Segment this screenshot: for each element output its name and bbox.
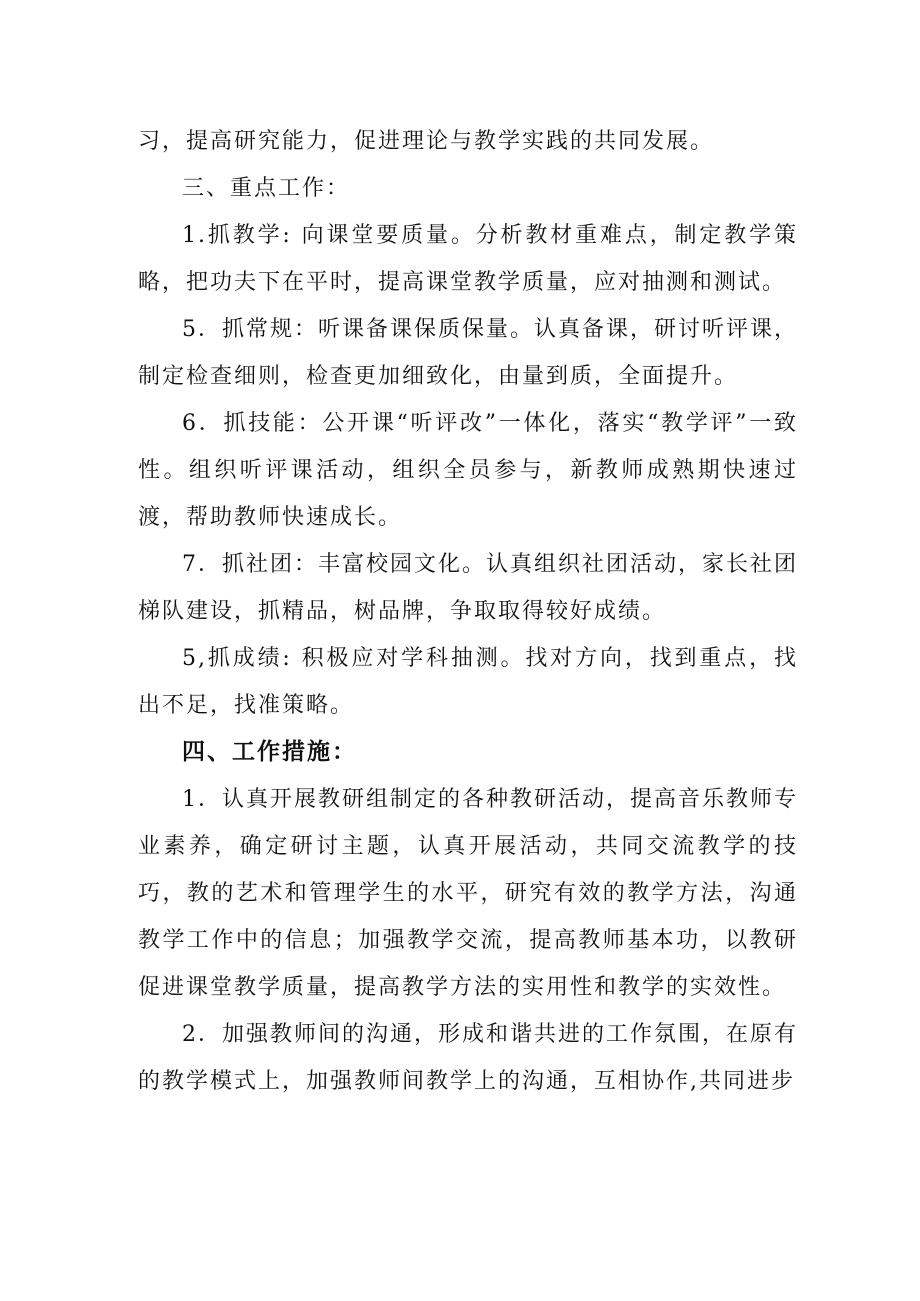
paragraph-routine: 5．抓常规：听课备课保质保量。认真备课，研讨听评课，制定检查细则，检查更加细致化，由量到质，全面提升。 [138, 317, 798, 389]
section-heading-key-work: 三、重点工作： [182, 176, 351, 201]
paragraph-teaching: 1.抓教学: 向课堂要质量。分析教材重难点，制定教学策略，把功夫下在平时，提高课堂教学质量，应对抽测和测试。 [138, 223, 798, 295]
paragraph-measure-1: 1．认真开展教研组制定的各种教研活动，提高音乐教师专业素养，确定研讨主题，认真开展活动，共同交流教学的技巧，教的艺术和管理学生的水平，研究有效的教学方法，沟通教学工作中的信息；加强教学交流，提高教师基本功，以教研促进课堂教学质量，提高教学方法的实用性和教学的实效性。 [138, 787, 798, 1000]
paragraph-results: 5,抓成绩: 积极应对学科抽测。找对方向，找到重点，找出不足，找准策略。 [138, 646, 798, 718]
paragraph-continuation: 习，提高研究能力，促进理论与教学实践的共同发展。 [138, 129, 715, 154]
section-heading-measures: 四、工作措施： [182, 739, 357, 765]
document-body [138, 118, 798, 1105]
paragraph-clubs: 7．抓社团：丰富校园文化。认真组织社团活动，家长社团梯队建设，抓精品，树品牌，争取取得较好成绩。 [138, 552, 798, 624]
paragraph-measure-2: 2．加强教师间的沟通，形成和谐共进的工作氛围，在原有的教学模式上，加强教师间教学上的沟通，互相协作,共同进步 [138, 1022, 798, 1094]
paragraph-skills: 6．抓技能：公开课“听评改”一体化，落实“教学评”一致性。组织听评课活动，组织全员参与，新教师成熟期快速过渡，帮助教师快速成长。 [138, 411, 798, 530]
